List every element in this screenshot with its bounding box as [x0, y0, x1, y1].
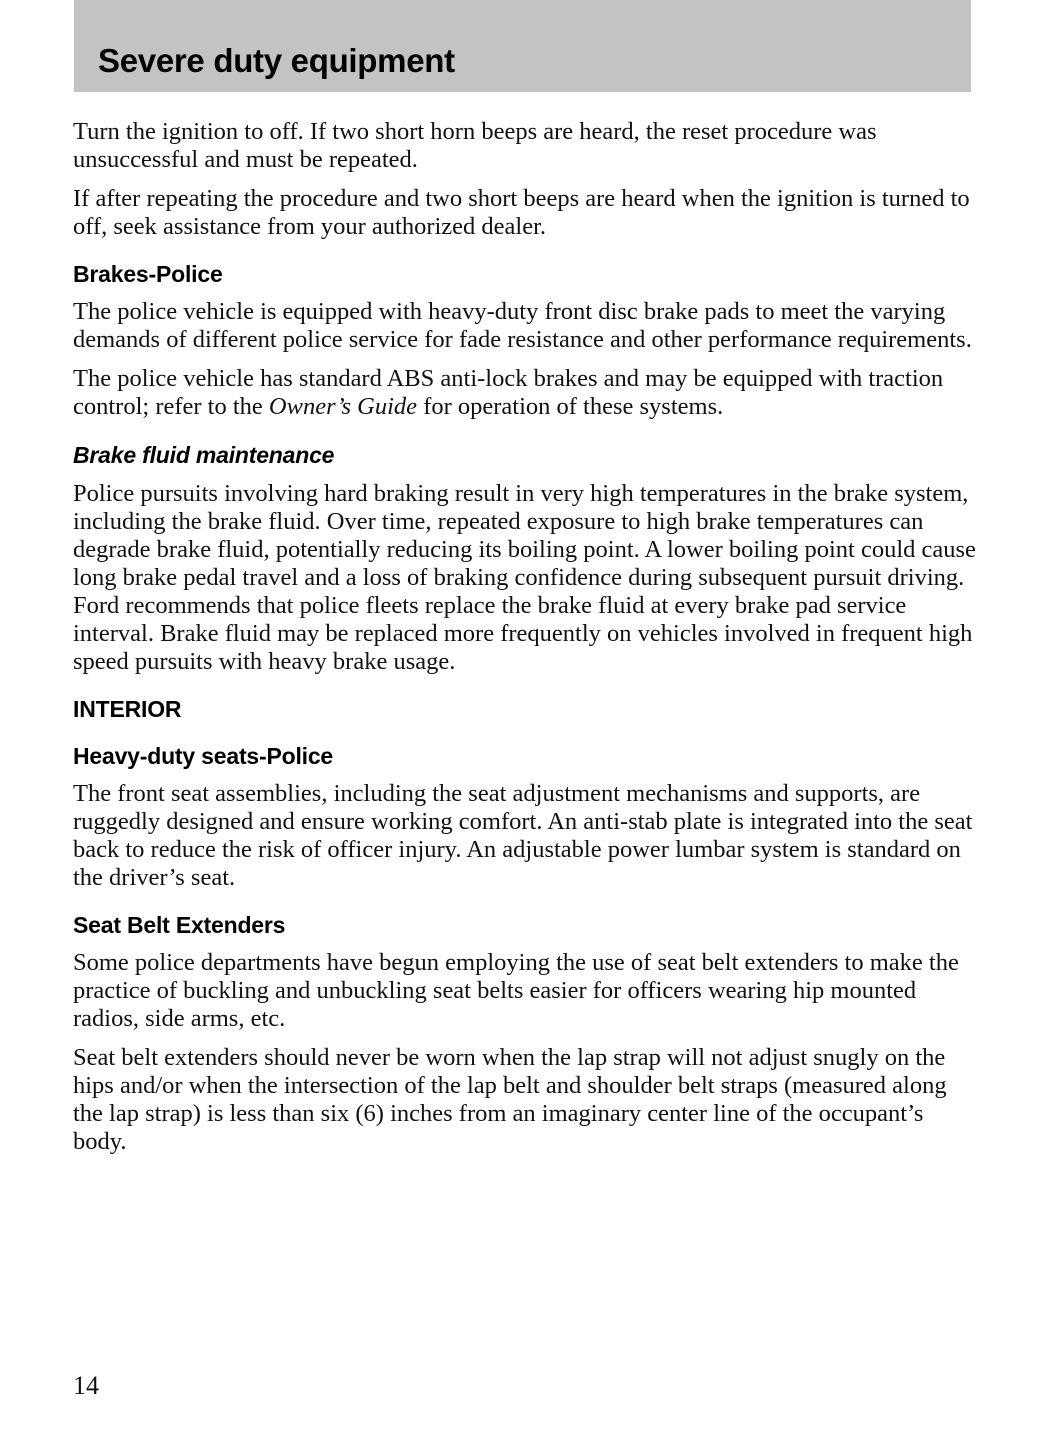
page-number: 14 [73, 1371, 99, 1400]
owners-guide-reference: Owner’s Guide [268, 393, 418, 420]
paragraph-brake-fluid-detail: Police pursuits involving hard braking result in very high temperatures in the brake system, including the brake fluid. Over time, repeated exposure to high brake temperatures can degrade brake fluid, potentially reducing its boiling point. A lower boiling point could cause long brake pedal travel and a loss of braking confidence during subsequent pursuit driving. Ford recommends that police fleets replace the brake fluid at every brake pad service interval. Brake fluid may be replaced more frequently on vehicles involved in frequent high speed pursuits with heavy brake usage. [73, 480, 976, 675]
paragraph-front-seat-assemblies: The front seat assemblies, including the seat adjustment mechanisms and supports, are ruggedly designed and ensure working comfort. An anti-stab plate is integrated into the seat back to reduce the risk of officer injury. An adjustable power lumbar system is standard on the driver’s seat. [73, 780, 973, 891]
paragraph-ignition-reset: Turn the ignition to off. If two short horn beeps are heard, the reset procedure was unsuccessful and must be repeated. [73, 118, 877, 173]
paragraph-abs-traction [73, 365, 979, 421]
paragraph-brake-pads: The police vehicle is equipped with heavy-duty front disc brake pads to meet the varying demands of different police service for fade resistance and other performance requirements. [73, 298, 972, 353]
paragraph-extenders-warning: Seat belt extenders should never be worn when the lap strap will not adjust snugly on the hips and/or when the intersection of the lap belt and shoulder belt straps (measured along the lap strap) is less than six (6) inches from an imaginary center line of the occupant’s body. [73, 1044, 947, 1155]
page-title: Severe duty equipment [98, 42, 455, 79]
heading-brake-fluid-maintenance: Brake fluid maintenance [73, 442, 335, 468]
page-content [73, 118, 979, 1167]
heading-heavy-duty-seats-police: Heavy-duty seats-Police [73, 743, 334, 769]
heading-seat-belt-extenders: Seat Belt Extenders [73, 912, 286, 938]
paragraph-seek-assistance: If after repeating the procedure and two short beeps are heard when the ignition is turned to off, seek assistance from your authorized dealer. [73, 185, 970, 240]
page-header-banner [74, 0, 971, 92]
paragraph-abs-traction-text-1: The police vehicle has standard ABS anti-lock brakes and may be equipped with traction control; refer to the [73, 365, 944, 420]
paragraph-extenders-usage: Some police departments have begun employing the use of seat belt extenders to make the practice of buckling and unbuckling seat belts easier for officers wearing hip mounted radios, side arms, etc. [73, 949, 959, 1032]
heading-brakes-police: Brakes-Police [73, 261, 223, 287]
paragraph-abs-traction-text-2: for operation of these systems. [417, 393, 724, 420]
heading-interior: INTERIOR [73, 696, 182, 722]
